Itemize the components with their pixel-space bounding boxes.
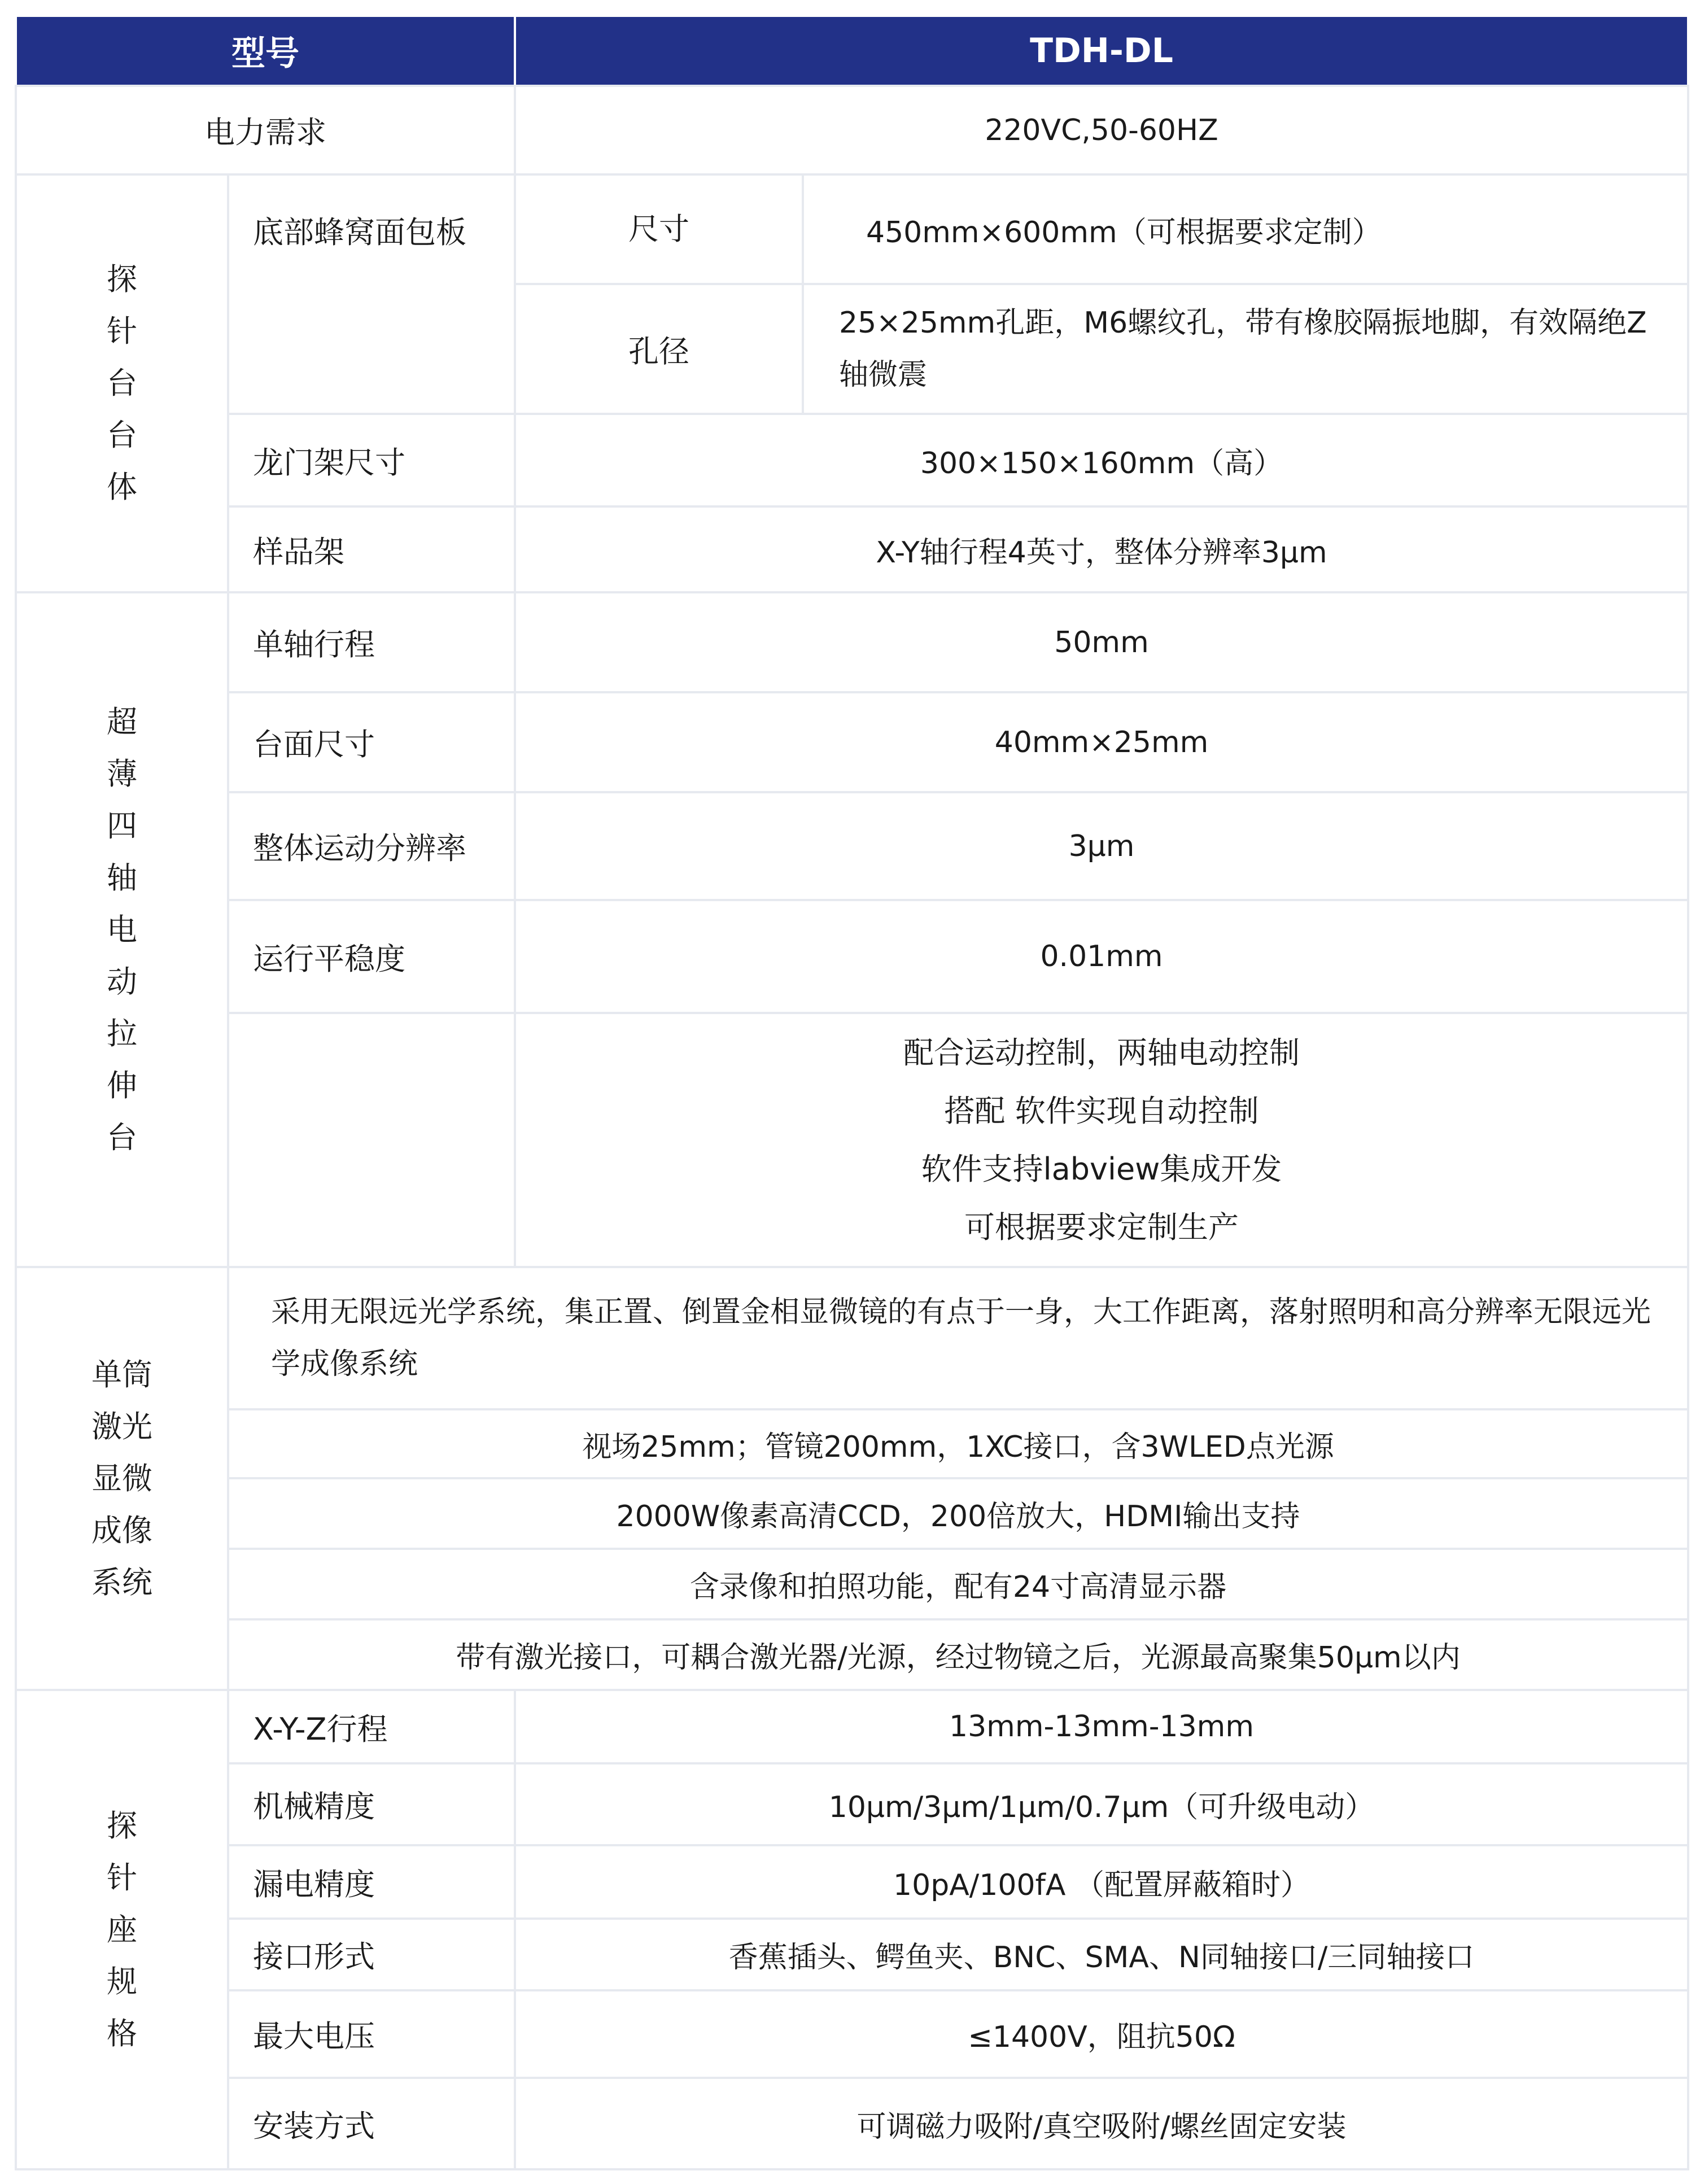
resolution-value: 3μm — [515, 792, 1688, 900]
model-label: 型号 — [16, 16, 515, 86]
power-value: 220VC,50-60HZ — [515, 86, 1688, 174]
category-char: 轴 — [107, 859, 137, 896]
microscope-recording: 含录像和拍照功能，配有24寸高清显示器 — [228, 1549, 1688, 1619]
honeycomb-hole-label: 孔径 — [515, 284, 803, 414]
power-label: 电力需求 — [16, 86, 515, 174]
probe-seat-row — [16, 1845, 1688, 1919]
probe-seat-label: 安装方式 — [228, 2078, 515, 2169]
probe-seat-label: 机械精度 — [228, 1763, 515, 1845]
probe-seat-label: 接口形式 — [228, 1919, 515, 1990]
probe-seat-label: X-Y-Z行程 — [228, 1690, 515, 1763]
table-size-label: 台面尺寸 — [228, 692, 515, 792]
category-char: 台 — [107, 1119, 137, 1155]
probe-seat-row — [16, 1763, 1688, 1845]
honeycomb-label: 底部蜂窝面包板 — [228, 174, 515, 414]
resolution-row — [16, 792, 1688, 900]
category-char: 格 — [107, 2015, 137, 2051]
microscope-row — [16, 1549, 1688, 1619]
microscope-laser: 带有激光接口，可耦合激光器/光源，经过物镜之后，光源最高聚集50μm以内 — [228, 1619, 1688, 1690]
category-char: 伸 — [107, 1067, 137, 1103]
category-char: 台 — [107, 417, 137, 453]
probe-seat-value: 可调磁力吸附/真空吸附/螺丝固定安装 — [515, 2078, 1688, 2169]
travel-row — [16, 592, 1688, 692]
category-char: 针 — [107, 1859, 137, 1895]
category-line: 激光 — [91, 1408, 152, 1444]
category-line: 显微 — [91, 1460, 152, 1496]
probe-seat-row — [16, 1990, 1688, 2078]
header-row — [16, 16, 1688, 86]
category-char: 台 — [107, 365, 137, 401]
probe-seat-category — [16, 1690, 228, 2169]
features-list — [515, 1013, 1688, 1267]
probe-seat-row — [16, 1690, 1688, 1763]
travel-label: 单轴行程 — [228, 592, 515, 692]
stability-value: 0.01mm — [515, 900, 1688, 1013]
gantry-row — [16, 414, 1688, 506]
features-empty-label — [228, 1013, 515, 1267]
stretch-stage-category — [16, 592, 228, 1267]
category-line: 单筒 — [91, 1356, 152, 1392]
gantry-label: 龙门架尺寸 — [228, 414, 515, 506]
probe-seat-label: 漏电精度 — [228, 1845, 515, 1919]
microscope-field: 视场25mm；管镜200mm，1XC接口，含3WLED点光源 — [228, 1409, 1688, 1478]
sample-holder-value: X-Y轴行程4英寸，整体分辨率3μm — [515, 506, 1688, 592]
honeycomb-size-value: 450mm×600mm（可根据要求定制） — [803, 174, 1688, 284]
sample-holder-label: 样品架 — [228, 506, 515, 592]
feature-line: 搭配 软件实现自动控制 — [944, 1093, 1259, 1129]
resolution-label: 整体运动分辨率 — [228, 792, 515, 900]
category-char: 超 — [107, 704, 137, 740]
table-size-row — [16, 692, 1688, 792]
category-char: 电 — [107, 911, 137, 947]
category-char: 拉 — [107, 1015, 137, 1051]
power-row — [16, 86, 1688, 174]
microscope-row — [16, 1267, 1688, 1409]
feature-line: 可根据要求定制生产 — [964, 1209, 1239, 1245]
category-char: 薄 — [107, 755, 137, 792]
model-value: TDH-DL — [515, 16, 1688, 86]
category-char: 座 — [107, 1911, 137, 1947]
probe-seat-value: ≤1400V，阻抗50Ω — [515, 1990, 1688, 2078]
category-line: 系统 — [91, 1564, 152, 1600]
features-row — [16, 1013, 1688, 1267]
category-char: 动 — [107, 963, 137, 999]
probe-seat-value: 10pA/100fA （配置屏蔽箱时） — [515, 1845, 1688, 1919]
category-char: 探 — [107, 1807, 137, 1844]
probe-seat-row — [16, 2078, 1688, 2169]
honeycomb-size-row — [16, 174, 1688, 284]
microscope-row — [16, 1478, 1688, 1549]
probe-seat-value: 香蕉插头、鳄鱼夹、BNC、SMA、N同轴接口/三同轴接口 — [515, 1919, 1688, 1990]
microscope-row — [16, 1409, 1688, 1478]
category-line: 成像 — [91, 1512, 152, 1548]
probe-seat-value: 10μm/3μm/1μm/0.7μm（可升级电动） — [515, 1763, 1688, 1845]
category-char: 规 — [107, 1963, 137, 1999]
probe-seat-value: 13mm-13mm-13mm — [515, 1690, 1688, 1763]
gantry-value: 300×150×160mm（高） — [515, 414, 1688, 506]
honeycomb-hole-value: 25×25mm孔距，M6螺纹孔，带有橡胶隔振地脚，有效隔绝Z轴微震 — [803, 284, 1688, 414]
microscope-category — [16, 1267, 228, 1690]
category-char: 针 — [107, 313, 137, 349]
honeycomb-size-label: 尺寸 — [515, 174, 803, 284]
feature-line: 配合运动控制，两轴电动控制 — [903, 1035, 1300, 1071]
category-char: 探 — [107, 261, 137, 297]
table-size-value: 40mm×25mm — [515, 692, 1688, 792]
category-char: 四 — [107, 807, 137, 844]
stability-row — [16, 900, 1688, 1013]
probe-seat-row — [16, 1919, 1688, 1990]
microscope-ccd: 2000W像素高清CCD，200倍放大，HDMI输出支持 — [228, 1478, 1688, 1549]
probe-stage-category — [16, 174, 228, 592]
spec-table — [15, 15, 1689, 2170]
feature-line: 软件支持labview集成开发 — [921, 1151, 1282, 1187]
sample-holder-row — [16, 506, 1688, 592]
probe-seat-label: 最大电压 — [228, 1990, 515, 2078]
microscope-optics: 采用无限远光学系统，集正置、倒置金相显微镜的有点于一身，大工作距离，落射照明和高分辨率无限远光学成像系统 — [228, 1267, 1688, 1409]
stability-label: 运行平稳度 — [228, 900, 515, 1013]
category-char: 体 — [107, 469, 137, 505]
microscope-row — [16, 1619, 1688, 1690]
travel-value: 50mm — [515, 592, 1688, 692]
